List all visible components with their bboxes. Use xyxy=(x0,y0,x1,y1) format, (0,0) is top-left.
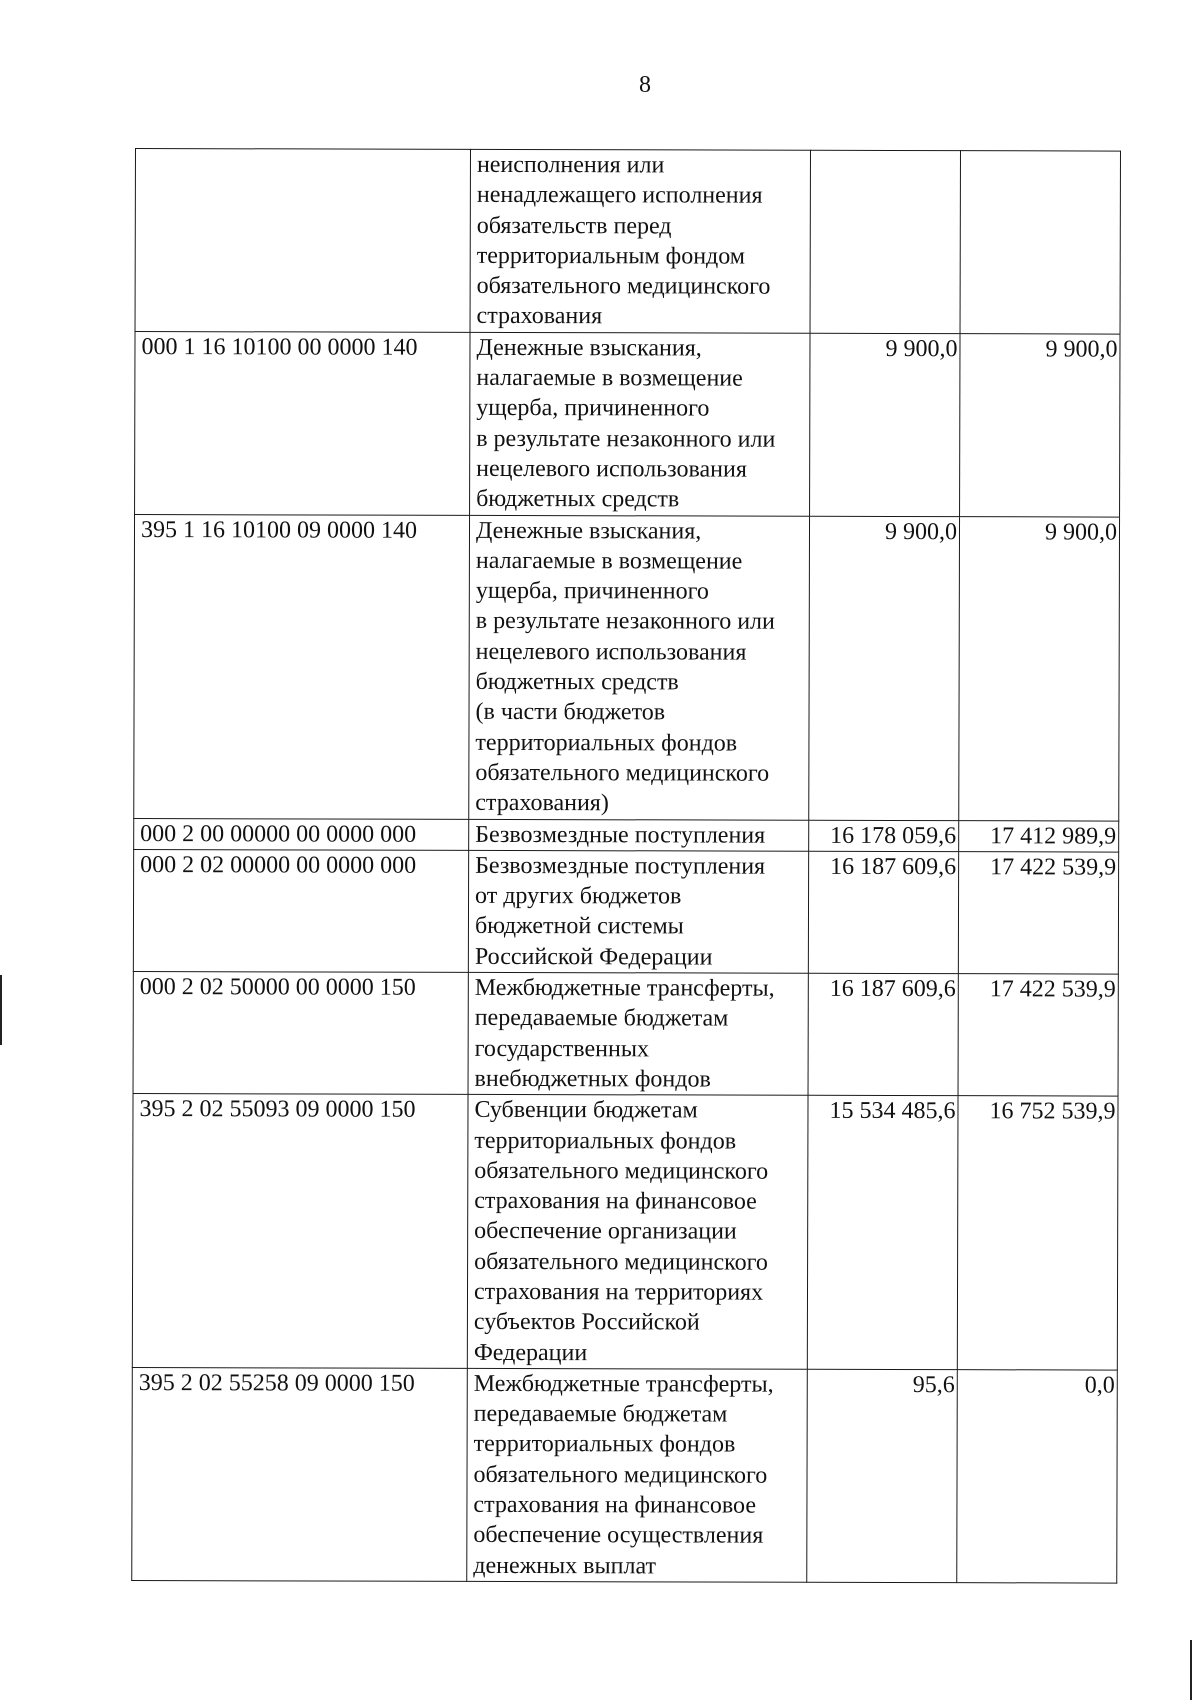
table-row xyxy=(135,149,1120,334)
row-name: Денежные взыскания, налагаемые в возмещение ущерба, причиненного в результате незаконного или нецелевого использования бюджетных средств (в части бюджетов территориальных фондов обязательного медицинского страхования) xyxy=(469,515,810,820)
row-name: Субвенции бюджетам территориальных фондов обязательного медицинского страхования на финансовое обеспечение организации обязательного медицинского страхования на территориях субъектов Российской Федерации xyxy=(467,1095,808,1370)
row-name: Межбюджетные трансферты, передаваемые бюджетам государственных внебюджетных фондов xyxy=(468,972,808,1095)
scan-edge-mark xyxy=(0,975,2,1045)
row-code: 000 2 02 00000 00 0000 000 xyxy=(133,849,468,972)
row-value-1: 15 534 485,6 xyxy=(807,1095,958,1369)
row-value-2 xyxy=(960,151,1120,334)
row-value-2: 17 422 539,9 xyxy=(958,851,1118,974)
row-value-1 xyxy=(810,150,960,333)
table-row xyxy=(134,818,1119,852)
table-row xyxy=(132,1367,1118,1583)
row-code: 000 2 00 00000 00 0000 000 xyxy=(134,818,469,850)
row-value-2: 17 412 989,9 xyxy=(959,820,1119,852)
row-name: неисполнения или ненадлежащего исполнения обязательств перед территориальным фондом обязательного медицинского страхования xyxy=(470,149,810,333)
table-row xyxy=(133,972,1118,1097)
row-name: Денежные взыскания, налагаемые в возмещение ущерба, причиненного в результате незаконного или нецелевого использования бюджетных средств xyxy=(470,332,810,516)
page-number: 8 xyxy=(639,72,651,98)
table-row xyxy=(134,514,1120,821)
row-value-2: 9 900,0 xyxy=(960,333,1120,516)
row-value-1: 95,6 xyxy=(807,1369,958,1582)
table-row xyxy=(135,331,1120,516)
table-row xyxy=(132,1094,1118,1370)
row-name: Безвозмездные поступления xyxy=(469,819,809,851)
scan-edge-mark xyxy=(1190,1640,1192,1700)
row-value-1: 16 187 609,6 xyxy=(808,851,958,974)
row-code: 000 1 16 10100 00 0000 140 xyxy=(135,331,470,515)
row-value-2: 17 422 539,9 xyxy=(958,974,1118,1097)
table-row xyxy=(133,849,1118,974)
row-value-1: 16 178 059,6 xyxy=(809,820,959,852)
row-value-2: 9 900,0 xyxy=(959,516,1120,820)
row-name: Безвозмездные поступления от других бюджетов бюджетной системы Российской Федерации xyxy=(468,850,808,973)
row-code: 395 2 02 55093 09 0000 150 xyxy=(132,1094,468,1369)
row-value-1: 9 900,0 xyxy=(809,516,960,820)
row-value-2: 16 752 539,9 xyxy=(957,1096,1118,1370)
row-value-2: 0,0 xyxy=(957,1370,1118,1583)
row-code xyxy=(135,149,470,333)
row-code: 000 2 02 50000 00 0000 150 xyxy=(133,972,468,1095)
row-code: 395 2 02 55258 09 0000 150 xyxy=(132,1367,468,1581)
row-code: 395 1 16 10100 09 0000 140 xyxy=(134,514,470,819)
row-name: Межбюджетные трансферты, передаваемые бюджетам территориальных фондов обязательного медицинского страхования на финансовое обеспечение осуществления денежных выплат xyxy=(467,1368,808,1582)
row-value-1: 16 187 609,6 xyxy=(808,973,958,1096)
row-value-1: 9 900,0 xyxy=(810,333,960,516)
budget-table xyxy=(131,148,1121,1584)
